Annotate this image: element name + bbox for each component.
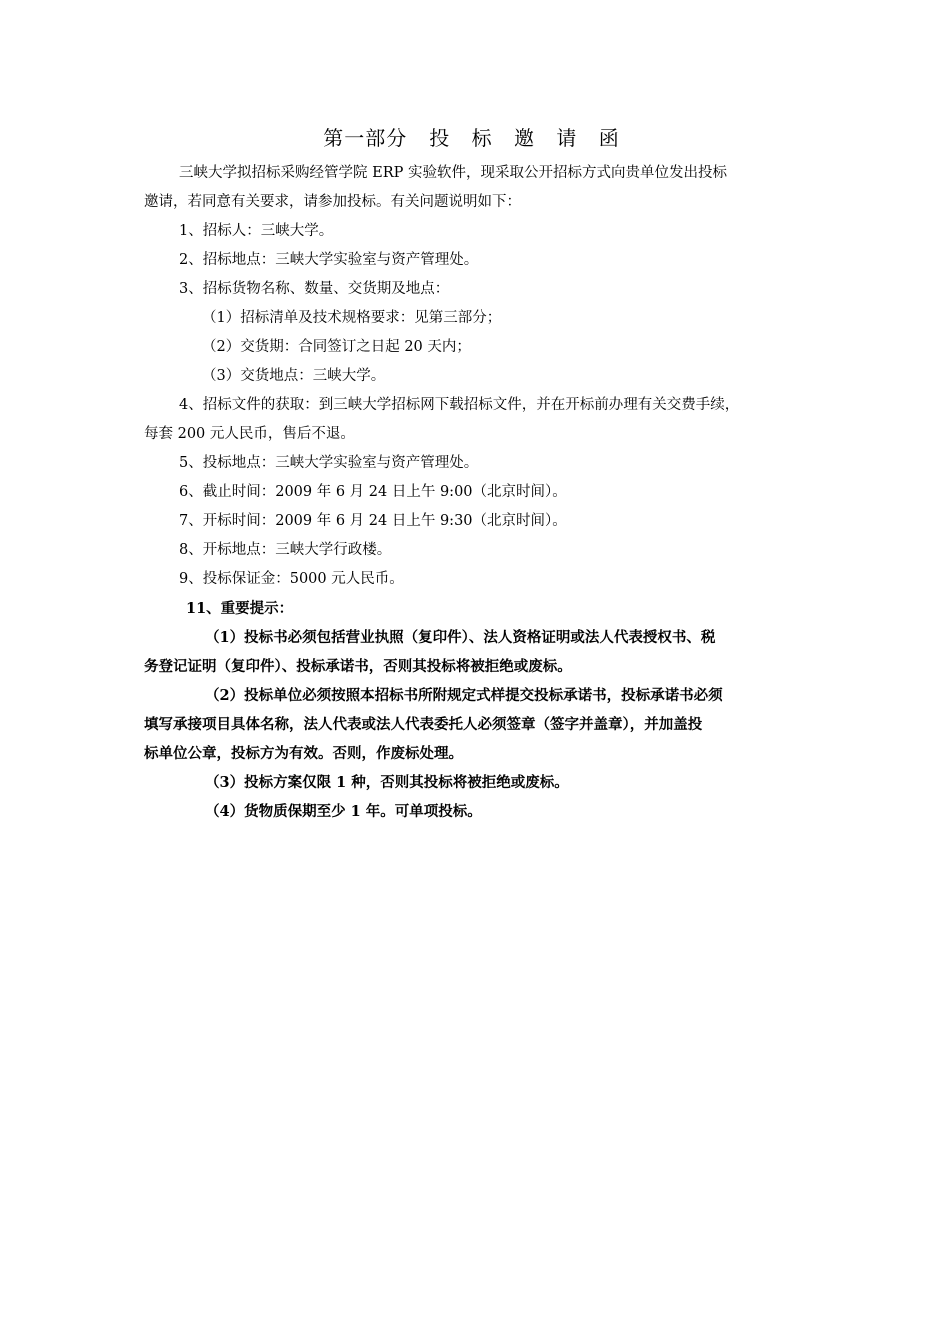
notice-2-line-3: 标单位公章，投标方为有效。否则，作废标处理。 [144,745,463,762]
title-part: 第一部分 [323,126,408,150]
item-3-sub-1: （1）招标清单及技术规格要求：见第三部分； [202,310,502,326]
notice-heading: 11、重要提示： [186,600,294,617]
item-3: 3、招标货物名称、数量、交货期及地点： [179,281,450,297]
item-7: 7、开标时间：2009 年 6 月 24 日上午 9:30（北京时间）。 [179,513,567,529]
notice-3: （3）投标方案仅限 1 种，否则其投标将被拒绝或废标。 [205,774,569,791]
notice-1-line-2: 务登记证明（复印件）、投标承诺书，否则其投标将被拒绝或废标。 [144,658,572,675]
item-6: 6、截止时间：2009 年 6 月 24 日上午 9:00（北京时间）。 [179,484,567,500]
item-8: 8、开标地点：三峡大学行政楼。 [179,542,392,558]
title-name: 投 标 邀 请 函 [429,126,627,150]
notice-4: （4）货物质保期至少 1 年。可单项投标。 [205,803,482,820]
notice-1-line-1: （1）投标书必须包括营业执照（复印件）、法人资格证明或法人代表授权书、税 [205,629,716,646]
intro-line-1: 三峡大学拟招标采购经管学院 ERP 实验软件，现采取公开招标方式向贵单位发出投标 [179,165,727,181]
item-1: 1、招标人：三峡大学。 [179,223,334,239]
intro-line-2: 邀请，若同意有关要求，请参加投标。有关问题说明如下： [144,194,521,210]
item-2: 2、招标地点：三峡大学实验室与资产管理处。 [179,252,479,268]
page-title [0,122,950,154]
item-4-line-2: 每套 200 元人民币，售后不退。 [144,426,355,442]
item-3-sub-2: （2）交货期：合同签订之日起 20 天内； [202,339,471,355]
item-9: 9、投标保证金：5000 元人民币。 [179,571,404,587]
item-3-sub-3: （3）交货地点：三峡大学。 [202,368,386,384]
item-5: 5、投标地点：三峡大学实验室与资产管理处。 [179,455,479,471]
notice-2-line-1: （2）投标单位必须按照本招标书所附规定式样提交投标承诺书，投标承诺书必须 [205,687,723,704]
item-4-line-1: 4、招标文件的获取：到三峡大学招标网下载招标文件，并在开标前办理有关交费手续， [179,397,740,413]
notice-2-line-2: 填写承接项目具体名称，法人代表或法人代表委托人必须签章（签字并盖章），并加盖投 [144,716,703,733]
